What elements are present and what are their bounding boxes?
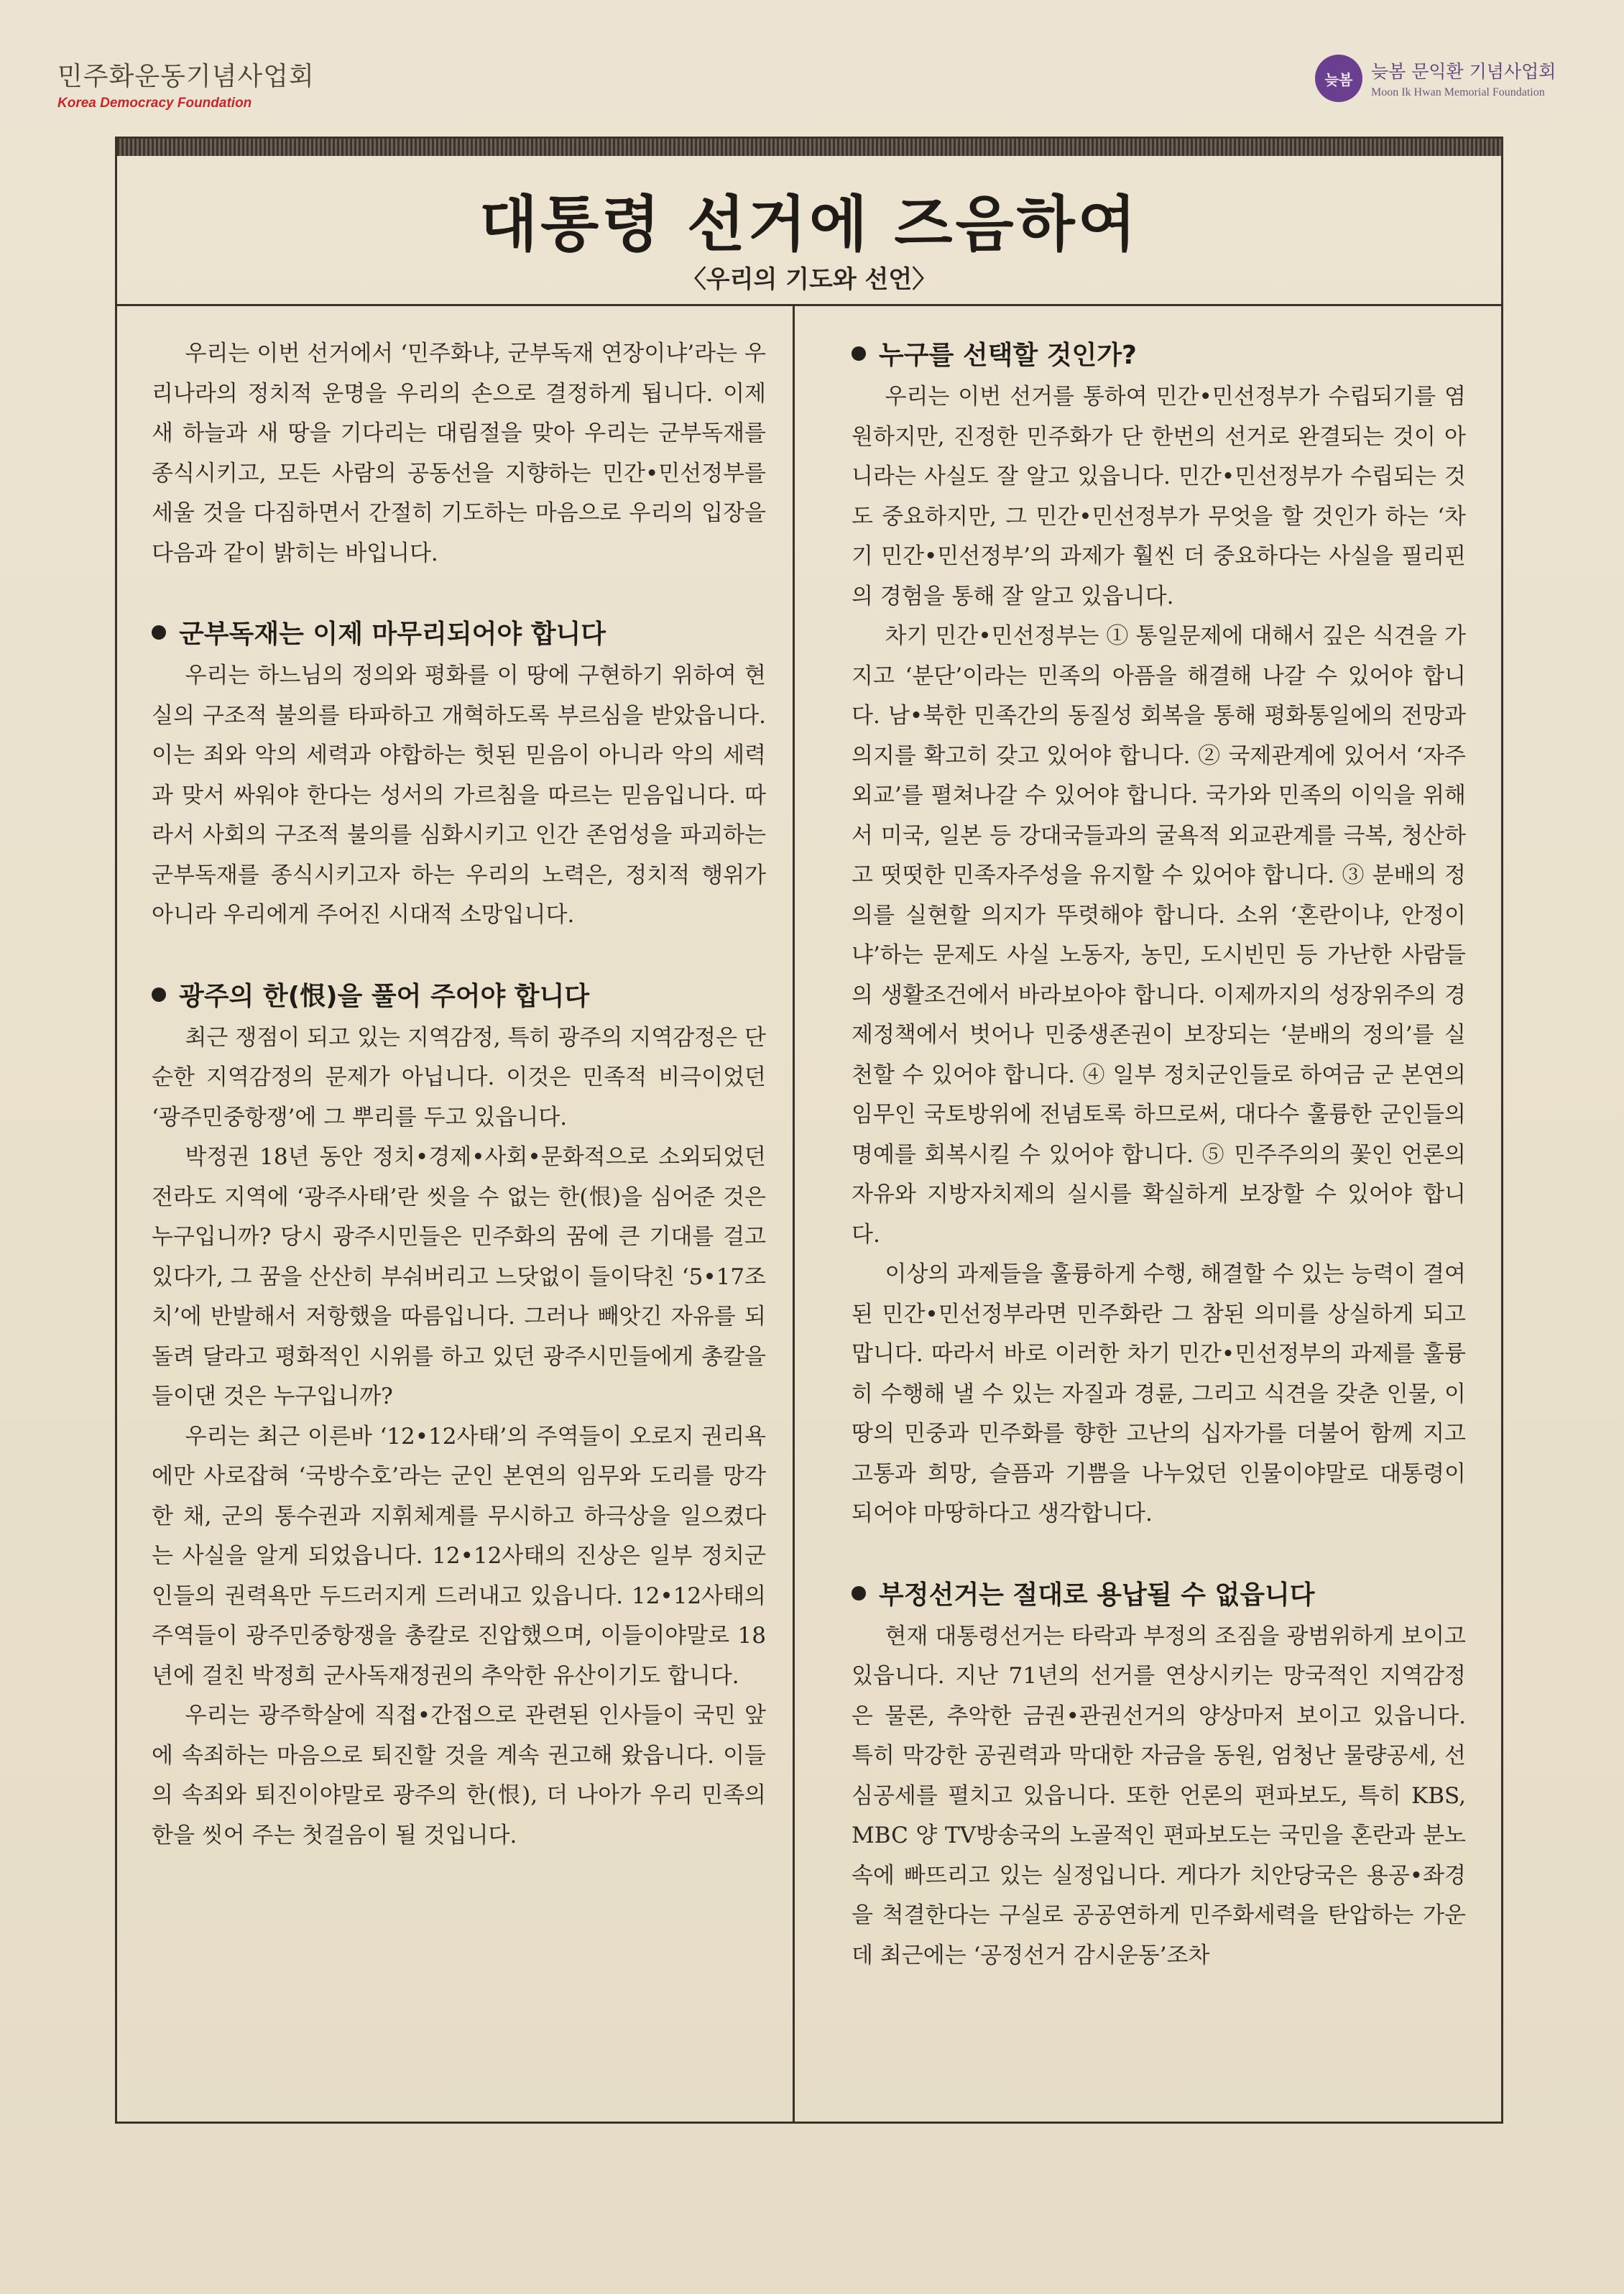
moon-ik-hwan-foundation-logo — [1315, 55, 1556, 102]
korea-democracy-foundation-logo — [57, 56, 315, 111]
bullet-icon — [852, 1586, 866, 1600]
paragraph: 차기 민간•민선정부는 ① 통일문제에 대해서 깊은 식견을 가지고 ‘분단’이라는 민족의 아픔을 해결해 나갈 수 있어야 합니다. 남•북한 민족간의 동질성 회복을 통해 평화통일에의 전망과 의지를 확고히 갖고 있어야 합니다. ② 국제관계에 있어서 ‘자주외교’를 펼쳐나갈 수 있어야 합니다. 국가와 민족의 이익을 위해서 미국, 일본 등 강대국들과의 굴욕적 외교관계를 극복, 청산하고 떳떳한 민족자주성을 유지할 수 있어야 합니다. ③ 분배의 정의를 실현할 의지가 뚜렷해야 합니다. 소위 ‘혼란이냐, 안정이냐’하는 문제도 사실 노동자, 농민, 도시빈민 등 가난한 사람들의 생활조건에서 바라보아야 합니다. 이제까지의 성장위주의 경제정책에서 벗어나 민중생존권이 보장되는 ‘분배의 정의’를 실천할 수 있어야 합니다. ④ 일부 정치군인들로 하여금 군 본연의 임무인 국토방위에 전념토록 하므로써, 대다수 훌륭한 군인들의 명예를 회복시킬 수 있어야 합니다. ⑤ 민주주의의 꽃인 언론의 자유와 지방자치제의 실시를 확실하게 보장할 수 있어야 합니다. — [852, 623, 1466, 1248]
section-heading-who-to-choose — [852, 334, 1466, 377]
section-heading-election-fraud — [852, 1574, 1466, 1617]
header-divider — [117, 304, 1501, 306]
right-column — [852, 334, 1466, 1976]
foundation-name — [1371, 57, 1556, 99]
article-frame — [115, 137, 1503, 2124]
foundation-english-name: Moon Ik Hwan Memorial Foundation — [1371, 86, 1545, 98]
paragraph: 우리는 광주학살에 직접•간접으로 관련된 인사들이 국민 앞에 속죄하는 마음으로 퇴진할 것을 계속 권고해 왔읍니다. 이들의 속죄와 퇴진이야말로 광주의 한(恨), 더 나아가 우리 민족의 한을 씻어 주는 첫걸음이 될 것입니다. — [152, 1703, 766, 1848]
spacer — [152, 936, 766, 975]
paragraph: 우리는 최근 이른바 ‘12•12사태’의 주역들이 오로지 권리욕에만 사로잡혀 ‘국방수호’라는 군인 본연의 임무와 도리를 망각한 채, 군의 통수권과 지휘체계를 무시하고 하극상을 일으켰다는 사실을 알게 되었읍니다. 12•12사태의 진상은 일부 정치군인들의 권력욕만 두드러지게 드러내고 있읍니다. 12•12사태의 주역들이 광주민중항쟁을 총칼로 진압했으며, 이들이야말로 18년에 걸친 박정희 군사독재정권의 추악한 유산이기도 합니다. — [152, 1423, 766, 1689]
paragraph: 최근 쟁점이 되고 있는 지역감정, 특히 광주의 지역감정은 단순한 지역감정의 문제가 아닙니다. 이것은 민족적 비극이었던 ‘광주민중항쟁’에 그 뿌리를 두고 있읍니다. — [152, 1024, 766, 1130]
heading-text: 부정선거는 절대로 용납될 수 없읍니다 — [879, 1580, 1315, 1610]
section-heading-gwangju — [152, 975, 766, 1018]
heading-text: 광주의 한(恨)을 풀어 주어야 합니다 — [179, 981, 590, 1011]
paragraph: 우리는 하느님의 정의와 평화를 이 땅에 구현하기 위하여 현실의 구조적 불의를 타파하고 개혁하도록 부르심을 받았읍니다. 이는 죄와 악의 세력과 야합하는 헛된 믿음이 아니라 악의 세력과 맞서 싸워야 한다는 성서의 가르침을 따르는 믿음입니다. 따라서 사회의 구조적 불의를 심화시키고 인간 존엄성을 파괴하는 군부독재를 종식시키고자 하는 우리의 노력은, 정치적 행위가 아니라 우리에게 주어진 시대적 소망입니다. — [152, 663, 766, 928]
spacer — [852, 1534, 1466, 1574]
article-title: 대통령 선거에 즈음하여 — [479, 189, 1139, 259]
foundation-seal-icon: 늦봄 — [1315, 55, 1362, 102]
decorative-top-band — [117, 139, 1501, 156]
logo-english-name: Korea Democracy Foundation — [57, 96, 252, 111]
paragraph: 우리는 이번 선거를 통하여 민간•민선정부가 수립되기를 염원하지만, 진정한 민주화가 단 한번의 선거로 완결되는 것이 아니라는 사실도 잘 알고 있읍니다. 민간•민선정부가 수립되는 것도 중요하지만, 그 민간•민선정부가 무엇을 할 것인가 하는 ‘차기 민간•민선정부’의 과제가 훨씬 더 중요하다는 사실을 필리핀의 경험을 통해 잘 알고 있읍니다. — [852, 384, 1466, 609]
paragraph: 이상의 과제들을 훌륭하게 수행, 해결할 수 있는 능력이 결여된 민간•민선정부라면 민주화란 그 참된 의미를 상실하게 되고 맙니다. 따라서 바로 이러한 차기 민간•민선정부의 과제를 훌륭히 수행해 낼 수 있는 자질과 경륜, 그리고 식견을 갖춘 인물, 이 땅의 민중과 민주화를 향한 고난의 십자가를 더불어 함께 지고 고통과 희망, 슬픔과 기쁨을 나누었던 인물이야말로 대통령이 되어야 마땅하다고 생각합니다. — [852, 1261, 1466, 1526]
spacer — [152, 574, 766, 613]
bullet-icon — [152, 625, 166, 640]
section-heading-military-dictatorship — [152, 613, 766, 656]
paragraph: 박정권 18년 동안 정치•경제•사회•문화적으로 소외되었던 전라도 지역에 ‘광주사태’란 씻을 수 없는 한(恨)을 심어준 것은 누구입니까? 당시 광주시민들은 민주화의 꿈에 큰 기대를 걸고 있다가, 그 꿈을 산산히 부숴버리고 느닷없이 들이닥친 ‘5•17조치’에 반발해서 저항했을 따름입니다. 그러나 빼앗긴 자유를 되돌려 달라고 평화적인 시위를 하고 있던 광주시민들에게 총칼을 들이댄 것은 누구입니까? — [152, 1144, 766, 1409]
bullet-icon — [852, 346, 866, 361]
bullet-icon — [152, 987, 166, 1002]
left-column — [152, 334, 766, 1856]
heading-text: 누구를 선택할 것인가? — [879, 341, 1137, 370]
logo-korean-name: 민주화운동기념사업회 — [57, 62, 315, 91]
article-subtitle: 〈우리의 기도와 선언〉 — [681, 265, 937, 294]
intro-paragraph: 우리는 이번 선거에서 ‘민주화냐, 군부독재 연장이냐’라는 우리나라의 정치적 운명을 우리의 손으로 결정하게 됩니다. 이제 새 하늘과 새 땅을 기다리는 대림절을 맞아 우리는 군부독재를 종식시키고, 모든 사람의 공동선을 지향하는 민간•민선정부를 세울 것을 다짐하면서 간절히 기도하는 마음으로 우리의 입장을 다음과 같이 밝히는 바입니다. — [152, 341, 766, 566]
heading-text: 군부독재는 이제 마무리되어야 합니다 — [179, 619, 606, 649]
column-divider — [793, 304, 795, 2124]
foundation-korean-name: 늦봄 문익환 기념사업회 — [1371, 61, 1556, 82]
paragraph: 현재 대통령선거는 타락과 부정의 조짐을 광범위하게 보이고 있읍니다. 지난 71년의 선거를 연상시키는 망국적인 지역감정은 물론, 추악한 금권•관권선거의 양상마저 보이고 있읍니다. 특히 막강한 공권력과 막대한 자금을 동원, 엄청난 물량공세, 선심공세를 펼치고 있읍니다. 또한 언론의 편파보도, 특히 KBS, MBC 양 TV방송국의 노골적인 편파보도는 국민을 혼란과 분노속에 빠뜨리고 있는 실정입니다. 게다가 치안당국은 용공•좌경을 척결한다는 구실로 공공연하게 민주화세력을 탄압하는 가운데 최근에는 ‘공정선거 감시운동’조차 — [852, 1623, 1466, 1968]
